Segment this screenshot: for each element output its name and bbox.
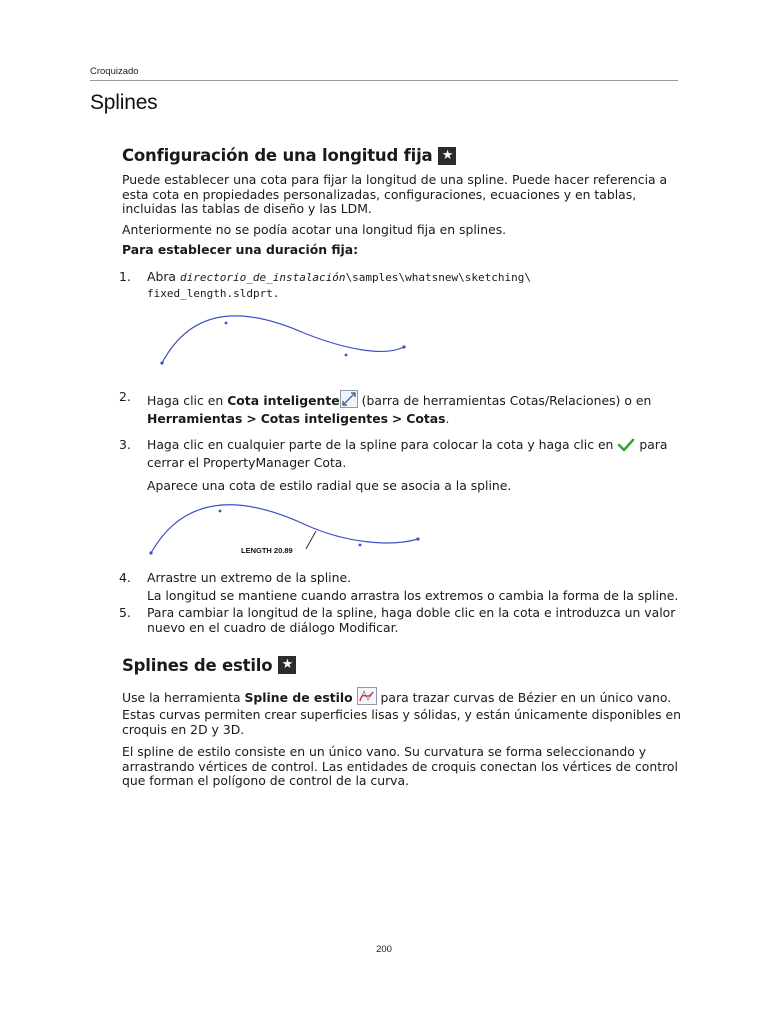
step-number: 2.	[119, 389, 131, 405]
style-spline-paragraph-1	[122, 687, 686, 738]
step-number: 1.	[119, 268, 131, 284]
step-5	[119, 606, 686, 635]
procedure-title	[122, 243, 686, 258]
step-2-text-a: Haga clic en	[147, 393, 224, 409]
spline-curve	[162, 316, 404, 363]
style-spline-p1-b: para trazar curvas de Bézier en un único vano. Estas curvas permiten crear superficies lisas y sólidas, y están únicamente disponibles en croquis en 2D y 3D.	[122, 689, 681, 737]
procedure-steps-cont2	[119, 571, 686, 635]
menu-tools: Herramientas	[147, 410, 243, 426]
smart-dimension-label: Cota inteligente	[227, 393, 340, 409]
step-number: 4.	[119, 570, 131, 586]
header-section-label: Croquizado	[90, 66, 139, 77]
header-divider	[90, 80, 678, 81]
style-spline-icon	[357, 687, 377, 709]
previous-limitation-paragraph: Anteriormente no se podía acotar una longitud fija en splines.	[122, 221, 507, 237]
step-4-text: Arrastre un extremo de la spline.	[147, 570, 352, 586]
menu-smart-dimensions: Cotas inteligentes	[260, 410, 388, 426]
section-title: Configuración de una longitud fija	[122, 146, 433, 165]
spline-endpoint-start	[160, 362, 163, 365]
step-4	[119, 571, 686, 603]
file-path-filename: fixed_length.sldprt.	[147, 286, 280, 300]
page-number: 200	[376, 944, 392, 955]
procedure-steps	[119, 270, 686, 301]
new-feature-star-icon: ★	[438, 147, 456, 165]
spline-endpoint-end	[416, 538, 419, 541]
style-spline-paragraph-2: El spline de estilo consiste en un único vano. Su curvatura se forma seleccionando y arrastrando vértices de control. Las entidades de croquis conectan los vértices de control que forman el polígono de control de la curva.	[122, 744, 678, 789]
section-title: Splines de estilo	[122, 655, 273, 675]
step-3-result: Aparece una cota de estilo radial que se asocia a la spline.	[147, 477, 512, 493]
step-3-text-b: para cerrar el PropertyManager Cota.	[147, 437, 668, 470]
step-3	[119, 438, 686, 493]
section-heading-fixed-length	[122, 146, 686, 165]
style-spline-p1-a: Use la herramienta	[122, 689, 241, 705]
step-number: 3.	[119, 437, 131, 453]
intro-paragraph: Puede establecer una cota para fijar la longitud de una spline. Puede hacer referencia a esta cota en propiedades personalizadas, configuraciones, ecuaciones y en tablas, incluidas las tablas de diseño y las LDM.	[122, 172, 668, 217]
step-1-verb: Abra	[147, 268, 177, 284]
spline-point	[345, 354, 348, 357]
main-content	[119, 146, 686, 789]
step-2-text-b: (barra de herramientas Cotas/Relaciones) o en	[361, 393, 652, 409]
step-1	[119, 270, 686, 301]
menu-sep-2: >	[391, 410, 403, 426]
ok-check-icon	[617, 438, 635, 456]
dimension-label: LENGTH 20.89	[241, 546, 293, 556]
file-path-rest: \samples\whatsnew\sketching\	[345, 270, 531, 284]
spline-endpoint-end	[402, 346, 405, 349]
new-feature-star-icon: ★	[278, 656, 296, 674]
smart-dimension-icon	[340, 390, 358, 412]
step-2	[119, 390, 686, 426]
step-number: 5.	[119, 605, 131, 621]
spline-point	[359, 544, 362, 547]
spline-figure-2	[146, 503, 446, 565]
menu-dimensions: Cotas	[406, 410, 446, 426]
step-4-result: La longitud se mantiene cuando arrastra los extremos o cambia la forma de la spline.	[147, 587, 679, 603]
install-directory: directorio_de_instalación	[179, 270, 346, 284]
dimension-leader	[306, 531, 316, 549]
spline-endpoint-start	[149, 552, 152, 555]
page-title: Splines	[90, 91, 158, 114]
step-2-period: .	[445, 410, 450, 426]
spline-point	[219, 510, 222, 513]
style-spline-tool-name: Spline de estilo	[244, 689, 353, 705]
step-3-text-a: Haga clic en cualquier parte de la spline para colocar la cota y haga clic en	[147, 437, 614, 453]
menu-sep-1: >	[246, 410, 257, 426]
step-5-text: Para cambiar la longitud de la spline, haga doble clic en la cota e introduzca un valor nuevo en el cuadro de diálogo Modificar.	[147, 605, 676, 635]
procedure-title-text: Para establecer una duración fija:	[122, 242, 359, 258]
procedure-steps-cont	[119, 390, 686, 493]
spline-figure-1	[154, 313, 454, 375]
section-heading-style-splines	[122, 656, 686, 675]
spline-point	[225, 322, 228, 325]
